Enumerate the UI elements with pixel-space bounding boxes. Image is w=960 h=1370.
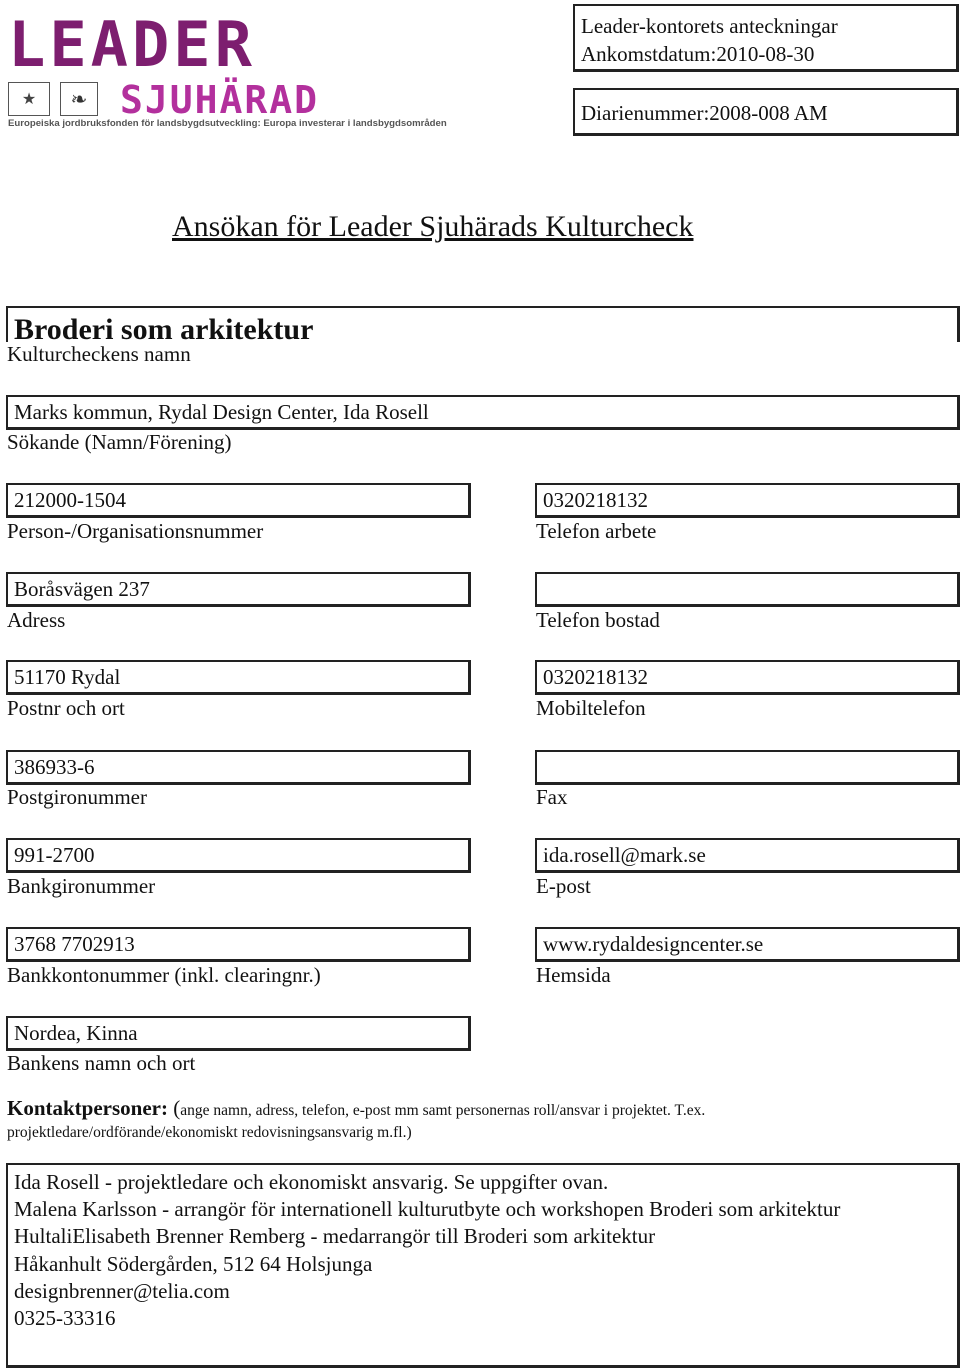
bankgiro-label: Bankgironummer bbox=[7, 874, 156, 898]
mobile-phone-label: Mobiltelefon bbox=[536, 696, 646, 720]
postal-label: Postnr och ort bbox=[7, 696, 125, 720]
applicant-value: Marks kommun, Rydal Design Center, Ida Rosell bbox=[14, 400, 429, 424]
bank-account-field[interactable] bbox=[6, 927, 471, 962]
home-phone-field[interactable] bbox=[535, 572, 960, 607]
website-value: www.rydaldesigncenter.se bbox=[543, 932, 764, 956]
postal-value: 51170 Rydal bbox=[14, 665, 121, 689]
contacts-instruction-2: projektledare/ordförande/ekonomiskt redovisningsansvarig m.fl.) bbox=[7, 1124, 412, 1141]
org-number-value: 212000-1504 bbox=[14, 488, 126, 512]
contacts-heading bbox=[7, 1096, 705, 1121]
email-value: ida.rosell@mark.se bbox=[543, 843, 706, 867]
bank-account-label: Bankkontonummer (inkl. clearingnr.) bbox=[7, 963, 321, 987]
applicant-label: Sökande (Namn/Förening) bbox=[7, 430, 232, 454]
org-number-field[interactable] bbox=[6, 483, 471, 518]
home-phone-label: Telefon bostad bbox=[536, 608, 660, 632]
address-field[interactable] bbox=[6, 572, 471, 607]
fax-label: Fax bbox=[536, 785, 568, 809]
contact-line: Malena Karlsson - arrangör för internationell kulturutbyte och workshopen Broderi som arkitektur bbox=[14, 1197, 841, 1222]
page-title: Ansökan för Leader Sjuhärads Kulturcheck bbox=[172, 210, 694, 243]
logo-sjuharad-text: SJUHÄRAD bbox=[120, 78, 320, 122]
logo-leader-text: LEADER bbox=[8, 8, 256, 81]
postal-field[interactable] bbox=[6, 660, 471, 695]
mobile-phone-value: 0320218132 bbox=[543, 665, 648, 689]
work-phone-field[interactable] bbox=[535, 483, 960, 518]
leader-leaf-icon: ❧ bbox=[60, 82, 98, 116]
email-field[interactable] bbox=[535, 838, 960, 873]
diary-number: Diarienummer:2008-008 AM bbox=[581, 101, 828, 125]
contact-line: designbrenner@telia.com bbox=[14, 1278, 230, 1303]
email-label: E-post bbox=[536, 874, 591, 898]
bank-name-label: Bankens namn och ort bbox=[7, 1051, 196, 1075]
project-name-value: Broderi som arkitektur bbox=[14, 313, 314, 346]
postgiro-field[interactable] bbox=[6, 750, 471, 785]
bankgiro-field[interactable] bbox=[6, 838, 471, 873]
project-name-label: Kulturcheckens namn bbox=[7, 342, 191, 366]
office-notes-box bbox=[573, 4, 959, 72]
address-value: Boråsvägen 237 bbox=[14, 577, 150, 601]
postgiro-label: Postgironummer bbox=[7, 785, 147, 809]
address-label: Adress bbox=[7, 608, 66, 632]
project-name-field[interactable] bbox=[6, 306, 960, 346]
contact-line: Ida Rosell - projektledare och ekonomiskt ansvarig. Se uppgifter ovan. bbox=[14, 1170, 609, 1194]
contact-line: Håkanhult Södergården, 512 64 Holsjunga bbox=[14, 1251, 373, 1276]
contacts-instruction: ange namn, adress, telefon, e-post mm samt personernas roll/ansvar i projektet. T.ex. bbox=[180, 1102, 706, 1119]
bank-account-value: 3768 7702913 bbox=[14, 932, 135, 956]
bankgiro-value: 991-2700 bbox=[14, 843, 95, 867]
bank-name-field[interactable] bbox=[6, 1016, 471, 1051]
fax-field[interactable] bbox=[535, 750, 960, 785]
postgiro-value: 386933-6 bbox=[14, 755, 95, 779]
contacts-textarea[interactable] bbox=[6, 1163, 960, 1368]
org-number-label: Person-/Organisationsnummer bbox=[7, 519, 264, 543]
website-label: Hemsida bbox=[536, 963, 611, 987]
contact-line: 0325-33316 bbox=[14, 1306, 116, 1331]
work-phone-value: 0320218132 bbox=[543, 488, 648, 512]
contacts-paren: ( bbox=[168, 1096, 181, 1120]
arrival-date: Ankomstdatum:2010-08-30 bbox=[581, 42, 815, 66]
mobile-phone-field[interactable] bbox=[535, 660, 960, 695]
website-field[interactable] bbox=[535, 927, 960, 962]
logo-tagline: Europeiska jordbruksfonden för landsbygdsutveckling: Europa investerar i landsbygdsområden bbox=[8, 118, 447, 129]
eu-flag-icon: ★ bbox=[8, 82, 50, 116]
applicant-field[interactable] bbox=[6, 395, 960, 430]
work-phone-label: Telefon arbete bbox=[536, 519, 657, 543]
office-notes-label: Leader-kontorets anteckningar bbox=[581, 14, 838, 38]
contacts-heading-label: Kontaktpersoner: bbox=[7, 1096, 168, 1120]
bank-name-value: Nordea, Kinna bbox=[14, 1021, 138, 1045]
diary-number-box bbox=[573, 88, 959, 136]
contact-line: HultaliElisabeth Brenner Remberg - medarrangör till Broderi som arkitektur bbox=[14, 1224, 656, 1249]
